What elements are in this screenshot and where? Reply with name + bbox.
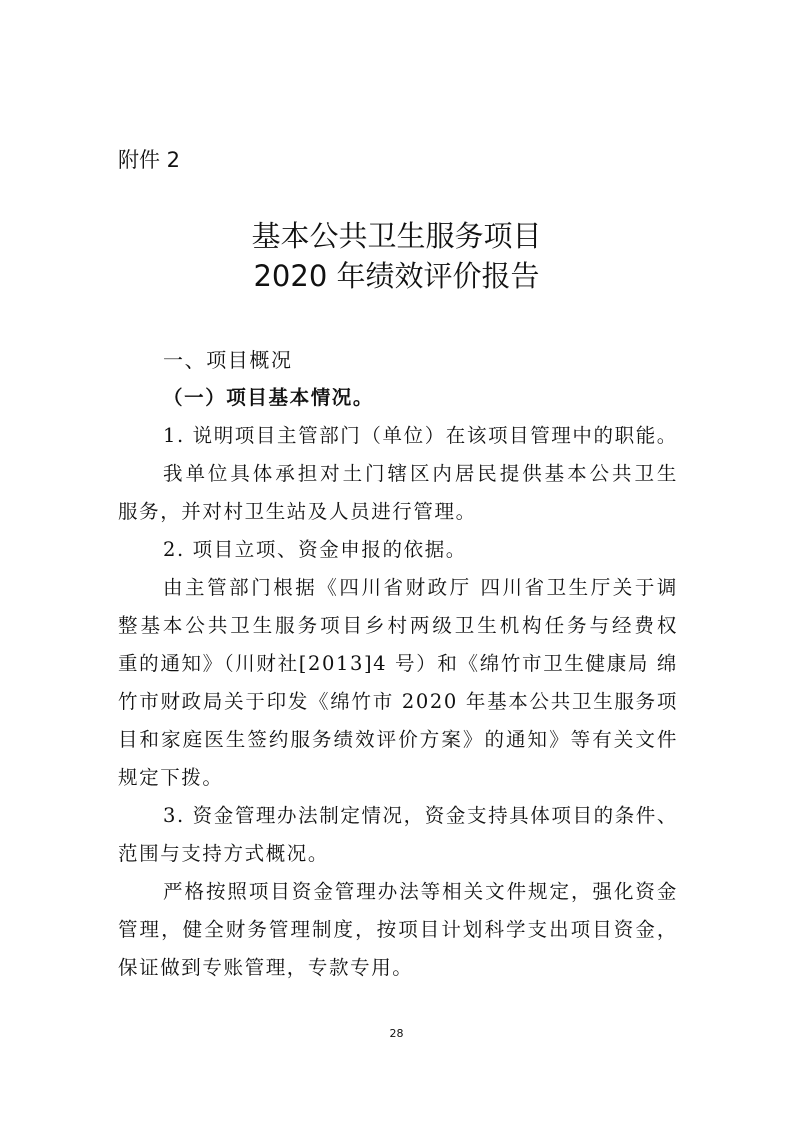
document-title-line-1: 基本公共卫生服务项目 bbox=[251, 219, 542, 253]
attachment-label: 附件 2 bbox=[118, 148, 181, 172]
item-1-question: 1. 说明项目主管部门（单位）在该项目管理中的职能。 bbox=[163, 424, 678, 447]
item-1-answer-line-1: 我单位具体承担对土门辖区内居民提供基本公共卫生 bbox=[163, 462, 678, 485]
item-2-answer-line-4: 竹市财政局关于印发《绵竹市 2020 年基本公共卫生服务项 bbox=[118, 690, 678, 713]
item-3-answer-line-1: 严格按照项目资金管理办法等相关文件规定，强化资金 bbox=[163, 880, 678, 903]
page-number: 28 bbox=[389, 1027, 404, 1040]
item-2-answer-line-5: 目和家庭医生签约服务绩效评价方案》的通知》等有关文件 bbox=[118, 728, 678, 751]
subsection-heading: （一）项目基本情况。 bbox=[163, 386, 375, 409]
item-2-answer-line-1: 由主管部门根据《四川省财政厅 四川省卫生厅关于调 bbox=[163, 576, 678, 599]
item-2-question: 2. 项目立项、资金申报的依据。 bbox=[163, 538, 467, 561]
document-body bbox=[118, 341, 678, 987]
item-1-answer-line-2: 服务，并对村卫生站及人员进行管理。 bbox=[118, 500, 477, 523]
item-3-answer-line-3: 保证做到专账管理，专款专用。 bbox=[118, 956, 414, 979]
document-title-line-2: 2020 年绩效评价报告 bbox=[253, 259, 540, 293]
item-3-question-line-1: 3. 资金管理办法制定情况，资金支持具体项目的条件、 bbox=[163, 804, 678, 827]
item-3-question-line-2: 范围与支持方式概况。 bbox=[118, 842, 330, 865]
item-2-answer-line-6: 规定下拨。 bbox=[118, 766, 224, 789]
item-2-answer-line-2: 整基本公共卫生服务项目乡村两级卫生机构任务与经费权 bbox=[118, 614, 678, 637]
item-3-answer-line-2: 管理，健全财务管理制度，按项目计划科学支出项目资金， bbox=[118, 918, 678, 941]
item-2-answer-line-3: 重的通知》（川财社[2013]4 号）和《绵竹市卫生健康局 绵 bbox=[118, 652, 678, 675]
section-heading: 一、项目概况 bbox=[163, 348, 293, 372]
